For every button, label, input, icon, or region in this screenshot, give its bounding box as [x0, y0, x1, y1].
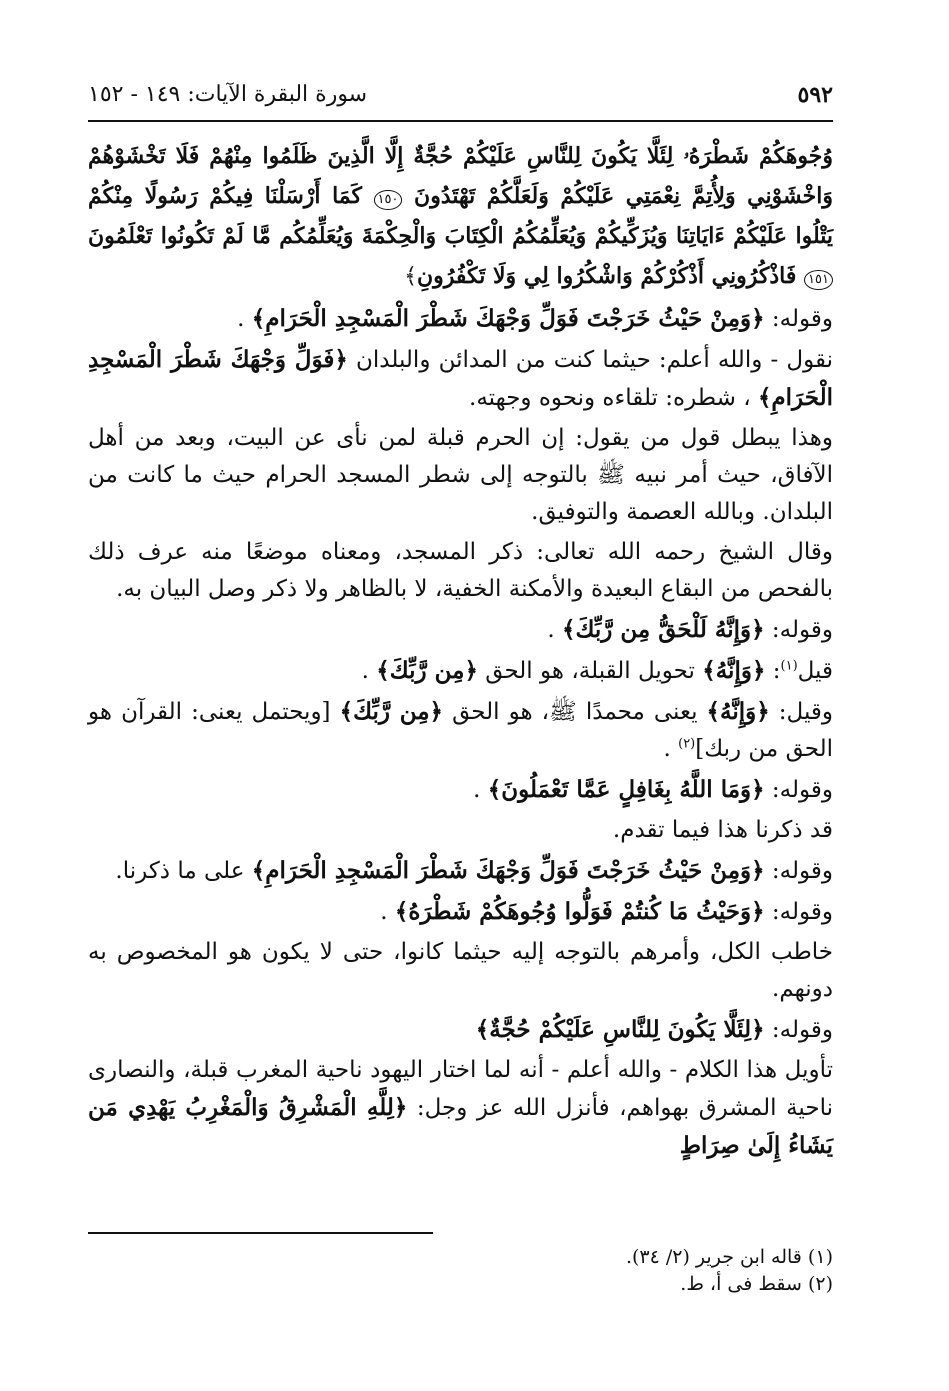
text: وقوله: — [764, 617, 833, 643]
quran-quote: ﴿وَمِنْ حَيْثُ خَرَجْتَ فَوَلِّ وَجْهَكَ شَطْرَ الْمَسْجِدِ الْحَرَامِ﴾ — [251, 305, 765, 332]
quran-quote: ﴿فَوَلِّ وَجْهَكَ شَطْرَ الْمَسْجِدِ الْحَرَامِ﴾ — [88, 346, 833, 411]
text: وقوله: — [764, 858, 833, 884]
paragraph — [88, 771, 833, 809]
paragraph: خاطب الكل، وأمرهم بالتوجه إليه حيثما كانوا، حتى لا يكون هو المخصوص به دونهم. — [88, 939, 833, 1002]
page-number: ٥٩٢ — [797, 82, 833, 108]
quran-verse-block — [88, 136, 833, 297]
footnote-ref: (١) — [780, 658, 798, 674]
paragraph — [88, 611, 833, 649]
page-body — [88, 136, 833, 1165]
quran-quote: ﴿وَحَيْثُ مَا كُنتُمْ فَوَلُّوا وُجُوهَكُمْ شَطْرَهُ﴾ — [394, 898, 765, 925]
footnote-ref: (٢) — [678, 736, 696, 752]
verse-text: وُجُوهَكُمْ شَطْرَهُۥ لِئَلَّا يَكُونَ لِلنَّاسِ عَلَيْكُمْ حُجَّةٌ إِلَّا الَّذِينَ ظَلَمُوا مِنْهُمْ فَلَا تَخْشَوْهُمْ وَاخْشَوْنِي وَلِأُتِمَّ نِعْمَتِي عَلَيْكُمْ وَلَعَلَّكُمْ تَهْتَدُونَ — [88, 143, 833, 209]
paragraph — [88, 1011, 833, 1049]
text: قيل — [797, 658, 833, 684]
quran-quote: ﴿لِلَّهِ الْمَشْرِقُ وَالْمَغْرِبُ يَهْدِي مَن يَشَاءُ إِلَىٰ صِرَاطٍ — [88, 1094, 833, 1159]
text: . — [380, 899, 395, 925]
text: وقيل: — [769, 699, 833, 725]
text: يعنى محمدًا ﷺ، هو الحق — [443, 699, 707, 725]
text: وقوله: — [764, 306, 833, 332]
quran-quote: ﴿لِئَلَّا يَكُونَ لِلنَّاسِ عَلَيْكُمْ حُجَّةٌ﴾ — [475, 1016, 765, 1043]
text: وقوله: — [764, 899, 833, 925]
text: وقوله: — [764, 777, 833, 803]
footnote: (٢) سقط فى أ، ط. — [680, 1273, 833, 1295]
text: نقول - والله أعلم: حيثما كنت من المدائن والبلدان — [347, 347, 834, 373]
text: . — [663, 736, 679, 762]
quran-quote: ﴿مِن رَّبِّكَ﴾ — [376, 657, 478, 684]
text: . — [361, 658, 377, 684]
footnote-divider — [88, 1232, 433, 1234]
paragraph — [88, 693, 833, 768]
verse-text: كَمَا أَرْسَلْنَا فِيكُمْ رَسُولًا مِنْكُمْ يَتْلُوا عَلَيْكُمْ ءَايَاتِنَا وَيُزَكِّيكُمْ وَيُعَلِّمُكُمُ الْكِتَابَ وَالْحِكْمَةَ وَيُعَلِّمُكُم مَّا لَمْ تَكُونُوا تَعْلَمُونَ — [88, 183, 833, 249]
paragraph: وهذا يبطل قول من يقول: إن الحرم قبلة لمن نأى عن البيت، وبعد من أهل الآفاق، حيث أمر نبيه ﷺ بالتوجه إلى شطر المسجد الحرام حيث ما كانت من البلدان. وبالله العصمة والتوفيق. — [88, 425, 833, 525]
ayah-number-marker: ١٥٠ — [374, 190, 403, 210]
page-header — [88, 80, 833, 122]
paragraph — [88, 852, 833, 890]
text: : — [765, 658, 781, 684]
ayah-number-marker: ١٥١ — [804, 270, 833, 290]
text: . — [547, 617, 563, 643]
paragraph: قد ذكرنا هذا فيما تقدم. — [612, 817, 833, 843]
text: تحويل القبلة، هو الحق — [477, 658, 703, 684]
paragraph — [88, 1052, 833, 1165]
quran-quote: ﴿وَمَا اللَّهُ بِغَافِلٍ عَمَّا تَعْمَلُونَ﴾ — [487, 776, 765, 803]
verse-text: فَاذْكُرُونِي أَذْكُرْكُمْ وَاشْكُرُوا لِي وَلَا تَكْفُرُونِ — [417, 263, 797, 289]
text: . — [473, 777, 488, 803]
quran-quote: ﴿وَإِنَّهُ لَلْحَقُّ مِن رَّبِّكَ﴾ — [562, 616, 765, 643]
verse-close-bracket: ﴾ — [404, 264, 417, 289]
page — [88, 80, 833, 1168]
paragraph — [88, 893, 833, 931]
paragraph — [88, 300, 833, 338]
quran-quote: ﴿مِن رَّبِّكَ﴾ — [339, 698, 444, 725]
text: [ويحتمل يعنى: القرآن هو الحق من ربك] — [88, 699, 833, 762]
quran-quote: ﴿وَإِنَّهُ﴾ — [702, 657, 766, 684]
paragraph — [88, 652, 833, 690]
text: على ما ذكرنا. — [115, 858, 252, 884]
paragraph — [88, 341, 833, 417]
paragraph: وقال الشيخ رحمه الله تعالى: ذكر المسجد، ومعناه موضعًا منه عرف ذلك بالفحص من البقاع البعيدة والأمكنة الخفية، لا بالظاهر ولا ذكر وصل البيان به. — [88, 539, 833, 602]
footnote: (١) قاله ابن جرير (٢/ ٣٤). — [625, 1246, 833, 1268]
text: وقوله: — [764, 1017, 833, 1043]
quran-quote: ﴿وَإِنَّهُ﴾ — [706, 698, 770, 725]
footnotes — [88, 1244, 833, 1298]
text: . — [237, 306, 252, 332]
text: ، شطره: تلقاءه ونحوه وجهته. — [469, 385, 758, 411]
running-title: سورة البقرة الآيات: ١٤٩ - ١٥٢ — [88, 82, 368, 107]
text: تأويل هذا الكلام - والله أعلم - أنه لما اختار اليهود ناحية المغرب قبلة، والنصارى ناحية المشرق بهواهم، فأنزل الله عز وجل: — [88, 1057, 833, 1121]
quran-quote: ﴿وَمِنْ حَيْثُ خَرَجْتَ فَوَلِّ وَجْهَكَ شَطْرَ الْمَسْجِدِ الْحَرَامِ﴾ — [251, 857, 765, 884]
